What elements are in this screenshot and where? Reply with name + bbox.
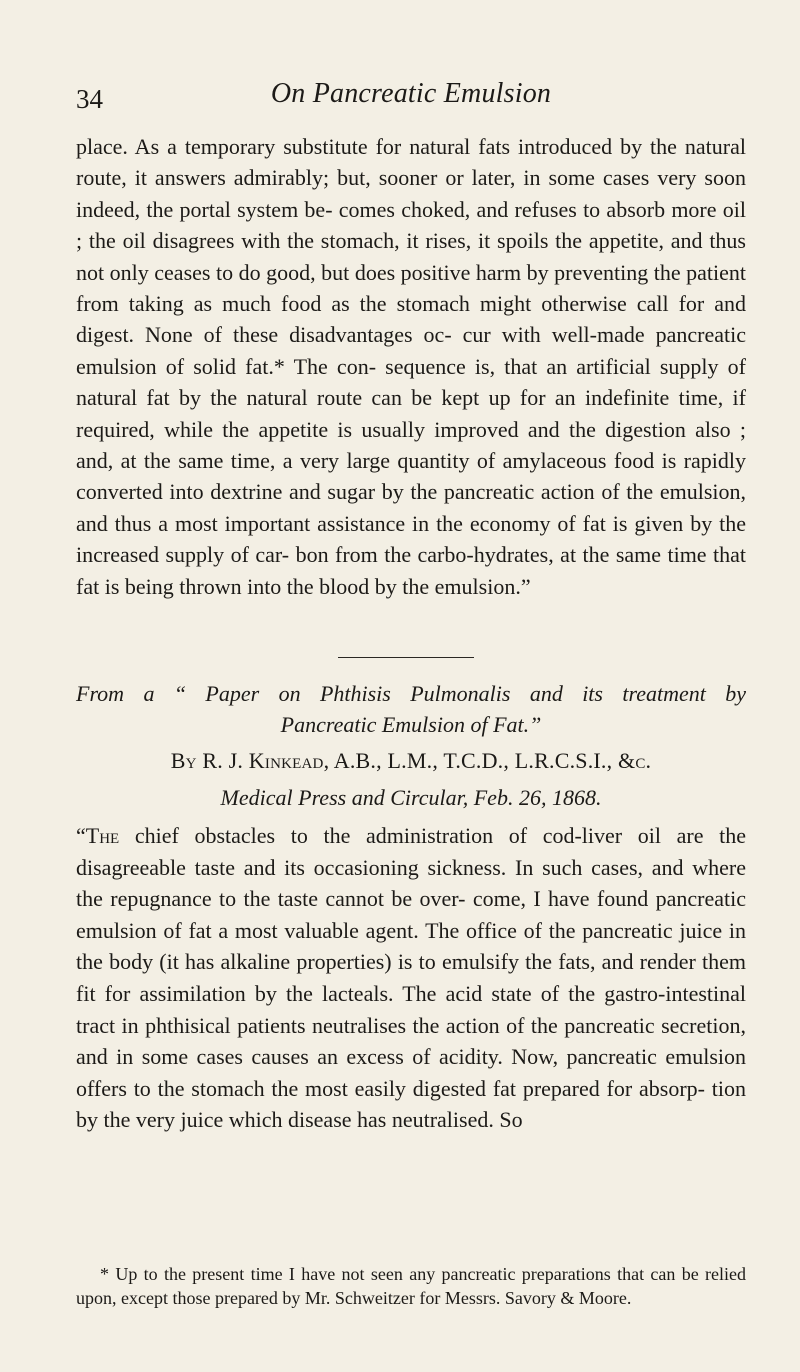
- footnote-text: Up to the present time I have not seen any pancreatic preparations that can be relied upon, except those prepared by Mr. Schweitzer for Messrs. Savory & Moore.: [76, 1264, 746, 1308]
- source-citation-title: [76, 678, 746, 740]
- section-divider: [338, 657, 474, 658]
- footnote: [76, 1262, 746, 1310]
- source-journal: Medical Press and Circular,: [220, 785, 469, 810]
- footnote-marker: *: [100, 1264, 109, 1284]
- source-title-line-1: From a “ Paper on Phthisis Pulmonalis and its treatment by: [76, 681, 746, 706]
- page-number: 34: [76, 84, 103, 114]
- body-paragraph-2: [76, 820, 746, 1136]
- source-date: Feb. 26, 1868.: [473, 785, 602, 810]
- body-paragraph-1: place. As a temporary substitute for natural fats introduced by the natural route, it answers admirably; but, sooner or later, in some cases very soon indeed, the portal system be- comes choked, and refuses to absorb more oil ; the oil disagrees with the stomach, it rises, it spoils the appetite, and thus not only ceases to do good, but does positive harm by preventing the patient from taking as much food as the stomach might otherwise call for and digest. None of these disadvantages oc- cur with well-made pancreatic emulsion of solid fat.* The con- sequence is, that an artificial supply of natural fat by the natural route can be kept up for an indefinite time, if required, while the appetite is usually improved and the digestion also ; and, at the same time, a very large quantity of amylaceous food is rapidly converted into dextrine and sugar by the pancreatic action of the emulsion, and thus a most important assistance in the economy of fat is given by the increased supply of car- bon from the carbo-hydrates, at the same time that fat is being thrown into the blood by the emulsion.”: [76, 134, 746, 599]
- source-author: By R. J. Kinkead, A.B., L.M., T.C.D., L.R.C.S.I., &c.: [170, 748, 652, 773]
- opening-quote: “: [76, 823, 86, 848]
- paragraph-2-text: chief obstacles to the administration of cod-liver oil are the disagreeable taste and its occasioning sickness. In such cases, and where the repugnance to the taste cannot be over- come, I have found pancreatic emulsion of fat a most valuable agent. The office of the pancreatic juice in the body (it has alkaline properties) is to emulsify the fats, and render them fit for assimilation by the lacteals. The acid state of the gastro-intestinal tract in phthisical patients neutralises the action of the pancreatic secretion, and in some cases causes an excess of acidity. Now, pancreatic emulsion offers to the stomach the most easily digested fat prepared for absorp- tion by the very juice which disease has neutralised. So: [76, 823, 746, 1133]
- first-word: The: [85, 823, 120, 848]
- source-journal-line: [76, 785, 746, 811]
- running-head: [76, 78, 746, 118]
- running-title: On Pancreatic Emulsion: [270, 78, 552, 109]
- source-title-line-2: Pancreatic Emulsion of Fat.”: [280, 712, 542, 737]
